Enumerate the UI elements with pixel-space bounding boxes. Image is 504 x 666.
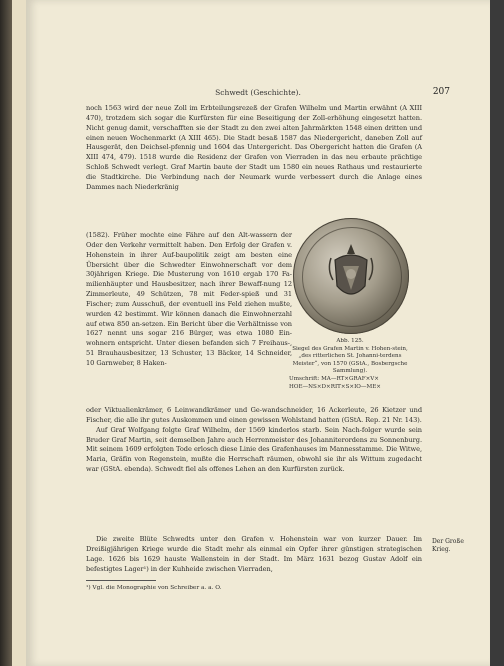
body-text-beside-figure [86,231,292,369]
figure-caption [289,338,411,391]
coat-of-arms-icon [325,240,377,310]
footnote-rule [86,580,156,581]
paragraph-zoll: noch 1563 wird der neue Zoll im Erbteilungsrezeß der Grafen Wilhelm und Martin erwähnt (A XIII 470), trotzdem sich sogar die Kurfürsten für eine Beseitigung der Zoll-erhöhung eingesetzt hatten. Nicht genug damit, verschafften sie der Stadt zu den zwei alten Jahrmärkten 1548 einen dritten und einen neuen Wochenmarkt (A XIII 465). Die Stadt besaß 1587 das Niedergericht, daneben Zoll auf Hausgerät, den Deichsel-pfennig und 1604 das Untergericht. Das Obergericht hatten die Grafen (A XIII 474, 479). 1518 wurde die Residenz der Grafen von Vierraden in das neu erbaute prächtige Schloß Schwedt verlegt. Graf Martin baute der Stadt um 1580 ein neues Rathaus und restaurierte die Stadtkirche. Die Verbindung nach der Neumark wurde verbessert durch die Anlage eines Dammes nach Niederkränig [86,104,422,191]
running-head [26,88,490,100]
body-text-bottom [86,535,422,574]
paragraph-population: (1582). Früher mochte eine Fähre auf den Alt-wassern der Oder den Verkehr vermittelt haben. Den Erfolg der Grafen v. Hohenstein in ihrer Auf-baupolitik zeigt am besten eine Übersicht über die Schwedter Einwohnerschaft vor dem 30jährigen Kriege. Die Musterung von 1610 ergab 170 Fa-milienhäupter und Hausbesitzer, nach ihrer Bewaff-nung 12 Zimmerleute, 49 Schützen, 78 mit Feder-spieß und 31 Fischer; zum Ausschuß, der eventuell ins Feld ziehen mußte, wurden 42 bestimmt. Wir können danach die Einwohnerzahl auf etwa 850 an-setzen. Ein Bericht über die Verhältnisse von 1627 nennt uns sogar 216 Bürger, was etwa 1080 Ein-wohnern entspricht. Unter diesen befanden sich 7 Freihaus-, 51 Brauhausbesitzer, 13 Schuster, 13 Bäcker, 14 Schneider, 10 Garnweber, 8 Haken- [86,231,292,367]
body-text-top [86,104,422,193]
figure-label: Abb. 125. [336,338,364,344]
book-page [26,0,490,666]
page-number: 207 [432,87,450,97]
seal-image [293,218,409,334]
footnote: ¹) Vgl. die Monographie von Schreiber a. a. O. [86,585,222,591]
paragraph-second-bloom: Die zweite Blüte Schwedts unter den Grafen v. Hohenstein war von kurzer Dauer. Im Dreißigjährigen Kriege wurde die Stadt mehr als einmal ein Opfer ihrer günstigen strategischen Lage. 1626 bis 1629 hauste Wallenstein in der Stadt. Im März 1631 bezog Gustav Adolf ein befestigtes Lager¹) in der Kuhheide zwischen Vierraden, [86,535,422,573]
running-head-title: Schwedt (Geschichte). [215,88,301,97]
previous-page-edge [12,0,26,666]
paragraph-wolfgang: Auf Graf Wolfgang folgte Graf Wilhelm, der 1569 kinderlos starb. Sein Nach-folger wurde sein Bruder Graf Martin, seit demselben Jahre auch Herrenmeister des Johanniterordens zu Sonnenburg. Mit seinem 1609 erfolgten Tode erlosch diese Linie des Grafenhauses im Mannesstamme. Die Witwe, Maria, Gräfin von Regenstein, mußte die Herrschaft räumen, obwohl sie ihr als Wittum zugedacht war (GStA. ebenda). Schwedt fiel als offenes Lehen an den Kurfürsten zurück. [86,425,422,474]
body-text-middle [86,406,422,475]
inscription-line-1: MA—RT×GRAF×V× [321,375,379,382]
book-cover-edge [490,0,504,666]
inscription-label: Umschrift: [289,375,320,382]
paragraph-population-cont: oder Viktualienkrämer, 6 Leinwandkrämer und Ge-wandschneider, 16 Ackerleute, 26 Kietzer und Fischer, die alle ihr gutes Auskommen und einen gewissen Wohlstand hatten (GStA. Rep. 21 Nr. 143). [86,406,422,424]
inscription-line-2: HOE—NS×D×RIT×S×IO—ME× [289,383,381,390]
figure-caption-text: Siegel des Grafen Martin v. Hohen-stein, „des ritterlichen St. Johanni-terdens Meister“, von 1570 (GStA., Bosbergsche Sammlung). [292,345,408,375]
margin-note: Der Große Krieg. [432,538,464,553]
